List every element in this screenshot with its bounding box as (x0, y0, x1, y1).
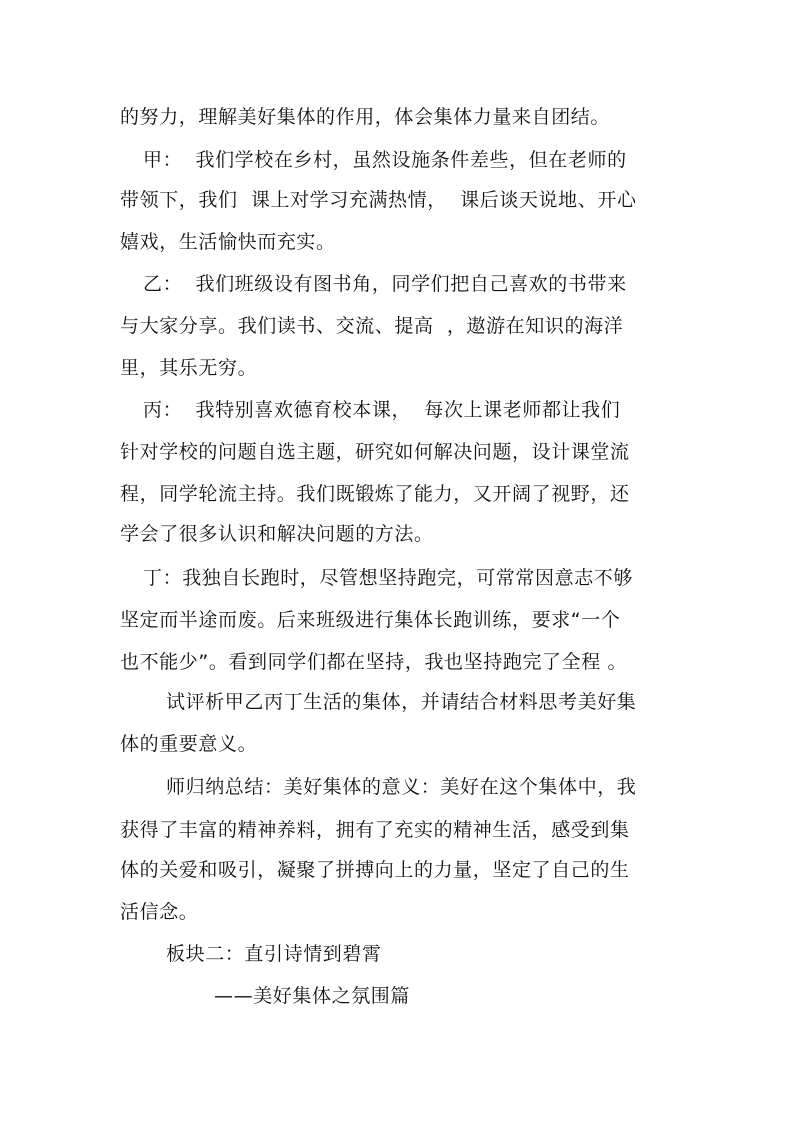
text-line: 体的关爱和吸引，凝聚了拼搏向上的力量，坚定了自己的生 (120, 859, 630, 881)
text-line: 程，同学轮流主持。我们既锻炼了能力，又开阔了视野，还 (120, 483, 630, 505)
text-line: 也不能少”。看到同学们都在坚持，我也坚持跑完了全程 。 (120, 651, 628, 673)
text-line: 里，其乐无穷。 (120, 357, 258, 379)
text-line: 与大家分享。我们读书、交流、提高 ，遨游在知识的海洋 (120, 315, 624, 337)
section-subheading: ——美好集体之氛围篇 (214, 985, 411, 1007)
text-line: 师归纳总结：美好集体的意义：美好在这个集体中，我 (166, 776, 637, 798)
section-heading: 板块二：直引诗情到碧霄 (166, 943, 382, 965)
text-line: 坚定而半途而废。后来班级进行集体长跑训练，要求“一个 (120, 609, 621, 631)
text-line: 体的重要意义。 (120, 733, 258, 755)
text-line: 嬉戏，生活愉快而充实。 (120, 231, 336, 253)
text-line: 试评析甲乙丙丁生活的集体，并请结合材料思考美好集 (166, 691, 637, 713)
text-line: 甲： 我们学校在乡村，虽然设施条件差些，但在老师的 (143, 149, 627, 171)
text-line: 乙： 我们班级设有图书角，同学们把自己喜欢的书带来 (143, 273, 627, 295)
text-line: 带领下，我们 课上对学习充满热情， 课后谈天说地、开心 (120, 189, 637, 211)
text-line: 学会了很多认识和解决问题的方法。 (120, 523, 434, 545)
text-line: 活信念。 (120, 901, 199, 923)
text-line: 丁：我独自长跑时，尽管想坚持跑完，可常常因意志不够 (143, 567, 634, 589)
text-line: 针对学校的问题自选主题，研究如何解决问题，设计课堂流 (120, 441, 630, 463)
text-line: 获得了丰富的精神养料，拥有了充实的精神生活，感受到集 (120, 819, 630, 841)
text-line: 的努力，理解美好集体的作用，体会集体力量来自团结。 (120, 106, 611, 128)
text-line: 丙： 我特别喜欢德育校本课， 每次上课老师都让我们 (143, 399, 621, 421)
